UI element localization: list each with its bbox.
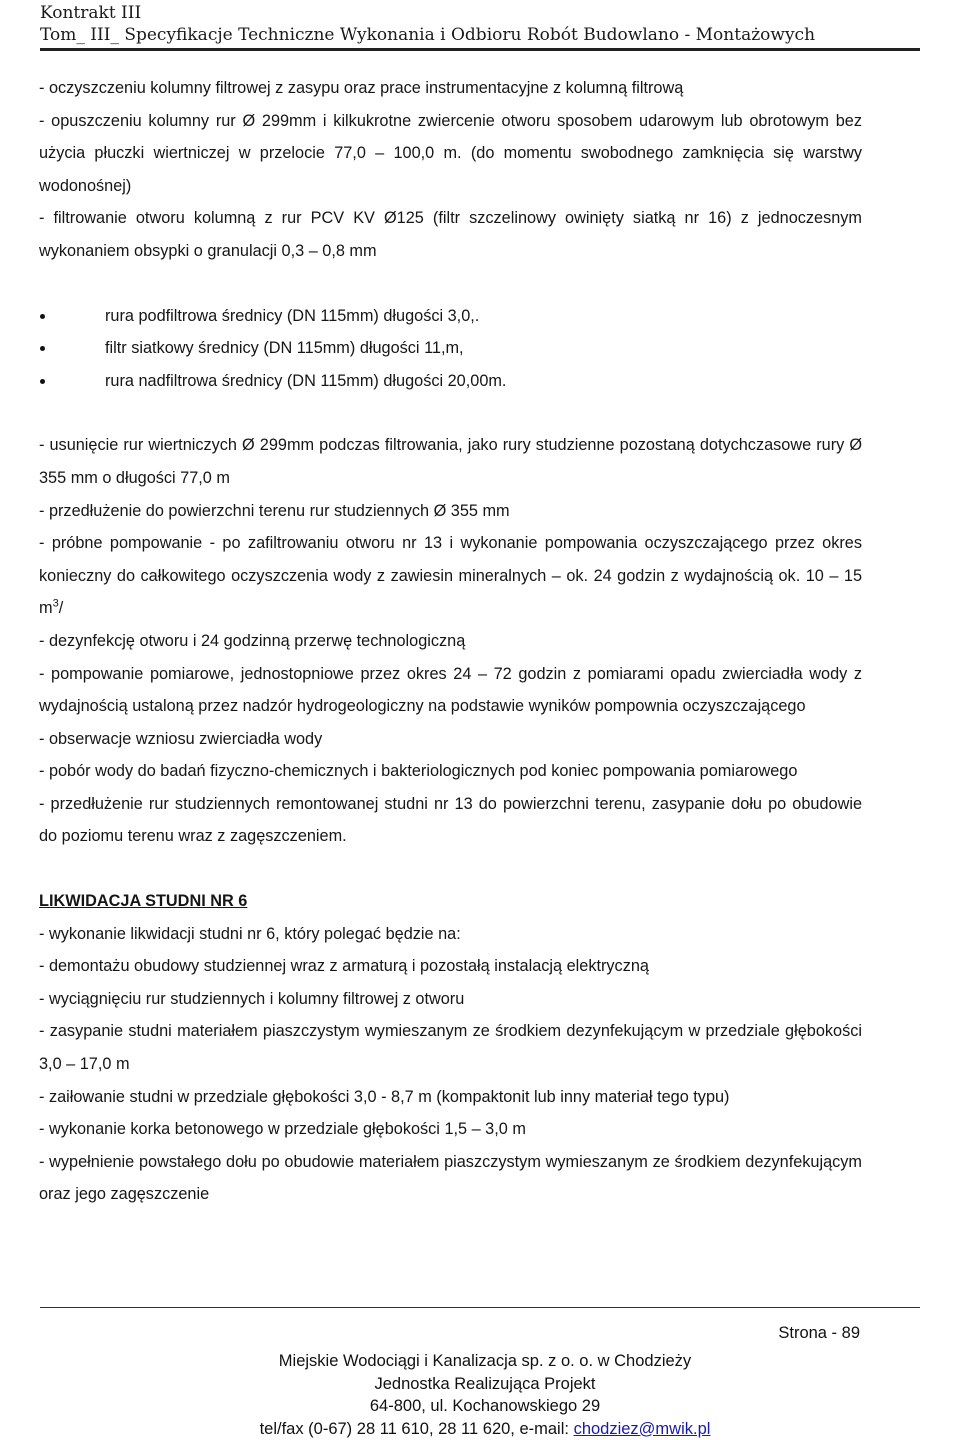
paragraph: - demontażu obudowy studziennej wraz z armaturą i pozostałą instalacją elektryczną [39,950,862,983]
paragraph: - wykonanie likwidacji studni nr 6, który polegać będzie na: [39,918,862,951]
spacer [39,853,862,885]
paragraph: - zasypanie studni materiałem piaszczystym wymieszanym ze środkiem dezynfekującym w przedziale głębokości 3,0 – 17,0 m [39,1015,862,1080]
bullet-icon [40,379,45,384]
bullet-icon [40,346,45,351]
list-item-text: filtr siatkowy średnicy (DN 115mm) długości 11,m, [105,339,464,357]
volume-title: Tom_ III_ Specyfikacje Techniczne Wykonania i Odbioru Robót Budowlano - Montażowych [40,24,920,46]
list-item [39,365,862,398]
spacer [39,268,862,300]
contract-title: Kontrakt III [40,2,920,24]
paragraph: - opuszczeniu kolumny rur Ø 299mm i kilkukrotne zwiercenie otworu sposobem udarowym lub obrotowym bez użycia płuczki wiertniczej w przelocie 77,0 – 100,0 m. (do momentu swobodnego zamknięcia się warstwy wodonośnej) [39,105,862,203]
address: 64-800, ul. Kochanowskiego 29 [180,1395,790,1418]
paragraph [39,527,862,625]
paragraph: - oczyszczeniu kolumny filtrowej z zasypu oraz prace instrumentacyjne z kolumną filtrową [39,72,862,105]
list-item [39,332,862,365]
paragraph: - obserwacje wzniosu zwierciadła wody [39,723,862,756]
section-heading: LIKWIDACJA STUDNI NR 6 [39,885,862,918]
paragraph: - usunięcie rur wiertniczych Ø 299mm podczas filtrowania, jako rury studzienne pozostaną dotychczasowe rury Ø 355 mm o długości 77,0 m [39,429,862,494]
header-divider [40,48,920,51]
document-header [40,2,920,46]
filter-column-list [39,300,862,398]
email-link[interactable]: chodziez@mwik.pl [574,1420,711,1438]
paragraph: - przedłużenie do powierzchni terenu rur studziennych Ø 355 mm [39,495,862,528]
superscript: 3 [53,598,59,610]
unit-name: Jednostka Realizująca Projekt [180,1373,790,1396]
company-name: Miejskie Wodociągi i Kanalizacja sp. z o. o. w Chodzieży [180,1350,790,1373]
document-footer [180,1350,790,1440]
document-body [39,72,862,1211]
paragraph-tail: / [59,599,64,617]
paragraph: - przedłużenie rur studziennych remontowanej studni nr 13 do powierzchni terenu, zasypanie dołu po obudowie do poziomu terenu wraz z zagęszczeniem. [39,788,862,853]
paragraph: - wypełnienie powstałego dołu po obudowie materiałem piaszczystym wymieszanym ze środkiem dezynfekującym oraz jego zagęszczenie [39,1146,862,1211]
list-item-text: rura podfiltrowa średnicy (DN 115mm) długości 3,0,. [105,307,479,325]
paragraph: - zaiłowanie studni w przedziale głębokości 3,0 - 8,7 m (kompaktonit lub inny materiał tego typu) [39,1081,862,1114]
spacer [39,397,862,429]
paragraph-text: - próbne pompowanie - po zafiltrowaniu otworu nr 13 i wykonanie pompowania oczyszczającego przez okres konieczny do całkowitego oczyszczenia wody z zawiesin mineralnych – ok. 24 godzin z wydajnością ok. 10 – 15 m [39,534,862,617]
phone-fax: tel/fax (0-67) 28 11 610, 28 11 620, e-mail: [260,1420,574,1438]
paragraph: - filtrowanie otworu kolumną z rur PCV KV Ø125 (filtr szczelinowy owinięty siatką nr 16) z jednoczesnym wykonaniem obsypki o granulacji 0,3 – 0,8 mm [39,202,862,267]
paragraph: - pompowanie pomiarowe, jednostopniowe przez okres 24 – 72 godzin z pomiarami opadu zwierciadła wody z wydajnością ustaloną przez nadzór hydrogeologiczny na podstawie wyników pompownia oczyszczającego [39,658,862,723]
paragraph: - wyciągnięciu rur studziennych i kolumny filtrowej z otworu [39,983,862,1016]
page-number: Strona - 89 [750,1324,860,1343]
paragraph: - wykonanie korka betonowego w przedziale głębokości 1,5 – 3,0 m [39,1113,862,1146]
list-item-text: rura nadfiltrowa średnicy (DN 115mm) długości 20,00m. [105,372,506,390]
footer-divider [40,1307,920,1308]
list-item [39,300,862,333]
paragraph: - dezynfekcję otworu i 24 godzinną przerwę technologiczną [39,625,862,658]
bullet-icon [40,314,45,319]
paragraph: - pobór wody do badań fizyczno-chemicznych i bakteriologicznych pod koniec pompowania pomiarowego [39,755,862,788]
